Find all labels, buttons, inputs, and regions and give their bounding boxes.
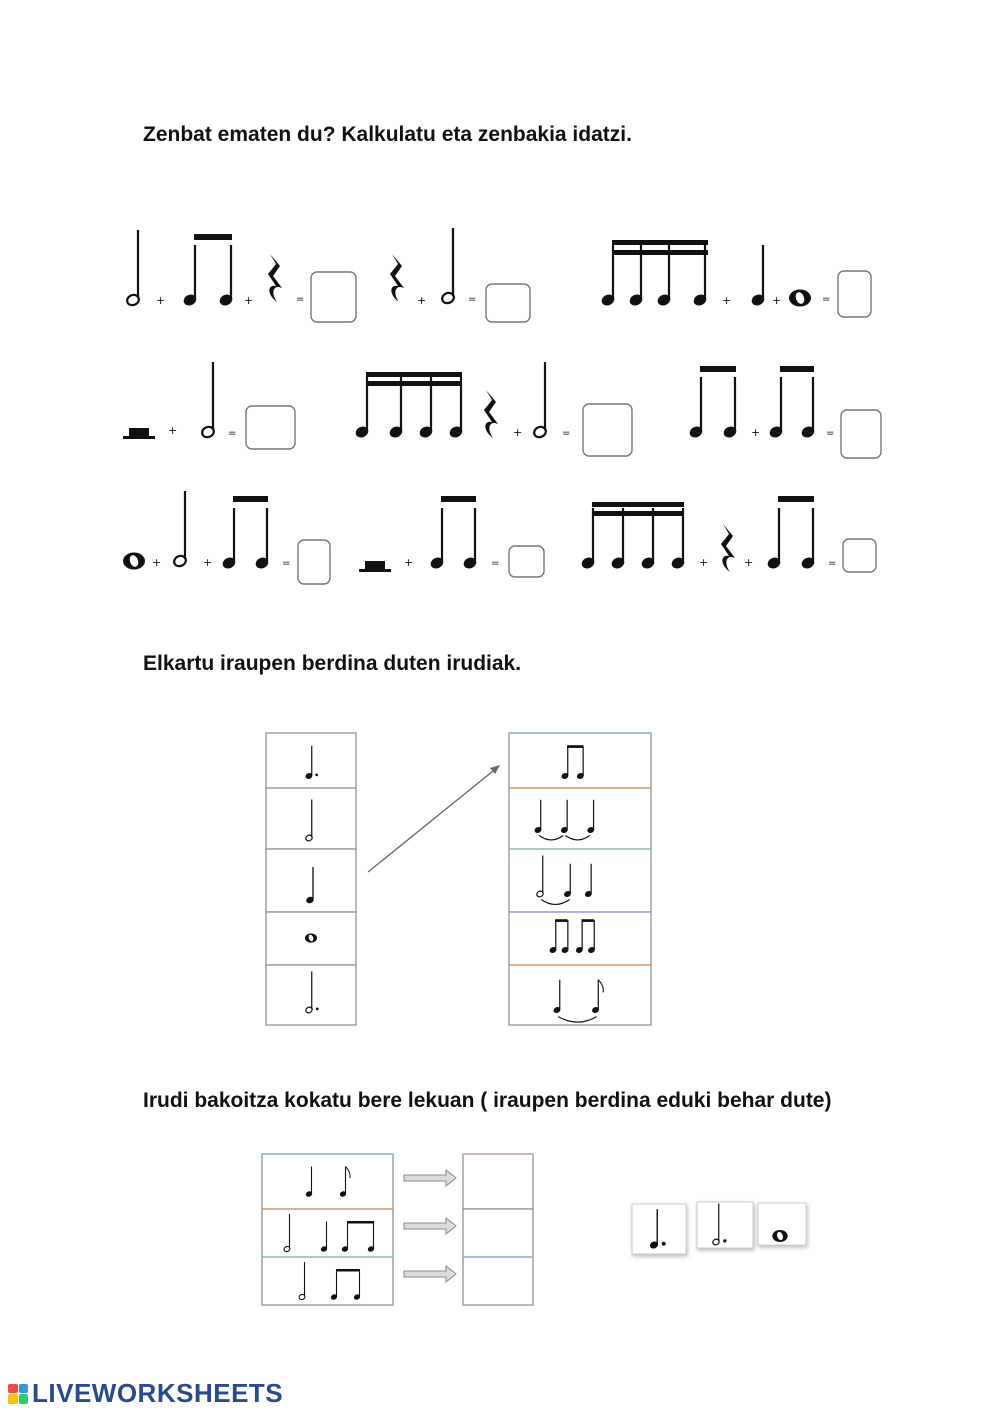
exercise-3 xyxy=(600,240,871,317)
answer-box[interactable] xyxy=(298,540,330,584)
exercise-5 xyxy=(354,362,632,456)
exercise-1 xyxy=(125,230,356,322)
exercise-8 xyxy=(359,496,544,577)
equals-sign: = xyxy=(468,294,477,305)
beamed-eighths-icon xyxy=(766,496,816,570)
drop-target[interactable] xyxy=(463,1257,533,1305)
answer-box[interactable] xyxy=(838,271,871,317)
beamed-sixteenths-icon xyxy=(600,240,708,307)
answer-box[interactable] xyxy=(843,539,876,572)
beamed-eighths-icon xyxy=(429,496,478,570)
exercise-4 xyxy=(123,362,295,449)
exercise-7 xyxy=(123,491,330,584)
quarter-rest-icon xyxy=(484,390,498,438)
plus-sign: + xyxy=(168,424,178,437)
beamed-eighths-icon xyxy=(182,234,234,307)
plus-sign: + xyxy=(722,294,732,307)
beamed-eighths-icon xyxy=(221,496,270,570)
calc-title: Zenbat ematen du? Kalkulatu eta zenbakia idatzi. xyxy=(143,123,632,146)
whole-note-icon[interactable] xyxy=(305,933,317,942)
equals-sign: = xyxy=(828,558,837,569)
quarter-rest-icon xyxy=(268,254,282,302)
exercise-row-2 xyxy=(123,362,881,458)
quarter-note-icon xyxy=(750,245,766,307)
equals-sign: = xyxy=(822,294,831,305)
exercise-row-3 xyxy=(123,491,876,584)
beamed-sixteenths-icon xyxy=(580,502,686,570)
plus-sign: + xyxy=(513,426,523,439)
beamed-sixteenths-icon xyxy=(354,372,464,439)
half-note-icon xyxy=(125,230,140,307)
answer-box[interactable] xyxy=(246,406,295,449)
match-title: Elkartu iraupen berdina duten irudiak. xyxy=(143,652,522,675)
equals-sign: = xyxy=(296,294,305,305)
exercise-6 xyxy=(688,366,881,458)
drag-tile-dotted-half[interactable] xyxy=(697,1202,753,1248)
right-arrow-icon xyxy=(404,1170,456,1186)
half-note-icon xyxy=(440,228,455,305)
beamed-eighths-icon xyxy=(768,366,816,439)
drag-tile-whole[interactable] xyxy=(758,1203,806,1245)
whole-note-icon xyxy=(123,553,145,570)
quarter-rest-icon xyxy=(390,254,404,302)
equals-sign: = xyxy=(228,428,237,439)
place-drop-targets xyxy=(463,1154,533,1305)
match-right-column xyxy=(509,733,651,1025)
drag-tile-dotted-quarter[interactable] xyxy=(632,1204,686,1254)
footer-brand xyxy=(8,1378,283,1409)
equals-sign: = xyxy=(826,428,835,439)
half-rest-icon xyxy=(123,428,155,439)
plus-sign: + xyxy=(744,556,754,569)
equals-sign: = xyxy=(491,558,500,569)
plus-sign: + xyxy=(203,556,213,569)
answer-box[interactable] xyxy=(509,546,544,577)
place-left-table xyxy=(262,1154,393,1305)
half-note-icon xyxy=(200,362,215,439)
place-arrows xyxy=(404,1170,456,1282)
answer-box[interactable] xyxy=(311,272,356,322)
plus-sign: + xyxy=(156,294,166,307)
place-title: Irudi bakoitza kokatu bere lekuan ( iraupen berdina eduki behar dute) xyxy=(143,1089,832,1112)
quarter-rest-icon xyxy=(721,524,735,572)
half-rest-icon xyxy=(359,561,391,572)
draggable-tiles xyxy=(632,1202,806,1254)
answer-box[interactable] xyxy=(486,284,530,322)
plus-sign: + xyxy=(404,556,414,569)
brand-name: LIVEWORKSHEETS xyxy=(32,1378,284,1408)
plus-sign: + xyxy=(417,294,427,307)
drop-target[interactable] xyxy=(463,1154,533,1209)
beamed-eighths-icon xyxy=(688,366,738,439)
plus-sign: + xyxy=(751,426,761,439)
drop-target[interactable] xyxy=(463,1209,533,1257)
whole-note-icon xyxy=(789,290,811,307)
plus-sign: + xyxy=(244,294,254,307)
answer-box[interactable] xyxy=(841,410,881,458)
plus-sign: + xyxy=(772,294,782,307)
liveworksheets-logo-icon xyxy=(8,1384,28,1404)
equals-sign: = xyxy=(562,428,571,439)
plus-sign: + xyxy=(152,556,162,569)
exercise-9 xyxy=(580,496,876,572)
answer-box[interactable] xyxy=(583,404,632,456)
right-arrow-icon xyxy=(404,1266,456,1282)
match-arrow xyxy=(368,767,498,872)
half-note-icon xyxy=(532,362,547,439)
equals-sign: = xyxy=(282,558,291,569)
exercise-2 xyxy=(390,228,530,322)
right-arrow-icon xyxy=(404,1218,456,1234)
exercise-row-1 xyxy=(125,228,871,322)
half-note-icon xyxy=(172,491,187,568)
plus-sign: + xyxy=(699,556,709,569)
match-left-column xyxy=(266,733,356,1025)
